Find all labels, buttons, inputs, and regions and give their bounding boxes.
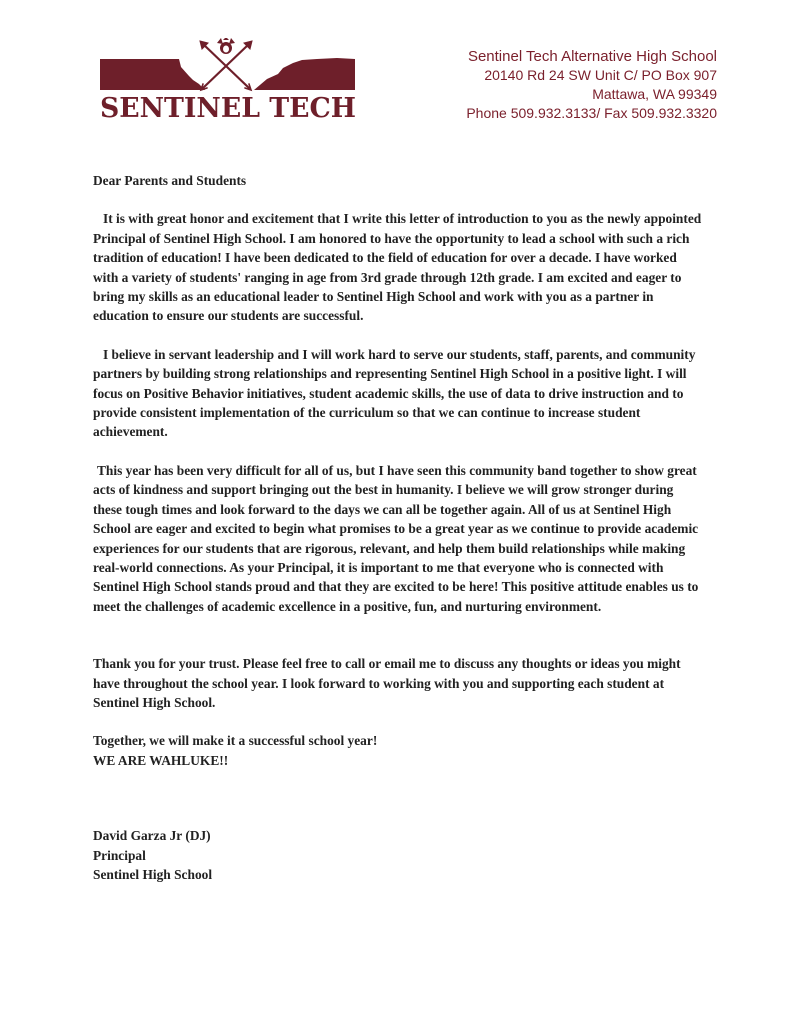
school-contact-block [466,47,717,123]
letter-paragraph-3: This year has been very difficult for all of us, but I have seen this community band together to show great acts of kindness and support bringing out the best in humanity. I believe we will grow stronger during these tough times and look forward to the days we can all be together again. All of us at Sentinel High School are eager and excited to begin what promises to be a great year as we continue to provide academic experiences for our students that are rigorous, relevant, and help them build relationships while making real-world connections. As your Principal, it is important to me that everyone who is connected with Sentinel High School stands proud and that they are excited to be here! This positive attitude enables us to meet the challenges of academic excellence in a positive, fun, and nurturing environment. [93,462,699,614]
letter-paragraph-4: Thank you for your trust. Please feel free to call or email me to discuss any thoughts or ideas you might have throughout the school year. I look forward to working with you and supporting each student at Sentinel High School. [93,656,681,710]
phone-fax: Phone 509.932.3133/ Fax 509.932.3320 [466,105,717,121]
school-logo [97,38,359,122]
letter-paragraph-1: It is with great honor and excitement that I write this letter of introduction to you as the newly appointed Principal of Sentinel High School. I am honored to have the opportunity to lead a school with such a rich tradition of education! I have been dedicated to the field of education for over a decade. I have worked with a variety of students' ranging in age from 3rd grade through 12th grade. I am excited and eager to bring my skills as an educational leader to Sentinel High School and work with you as a partner in education to ensure our students are successful. [93,211,702,324]
sentinel-tech-logo-graphic [97,38,359,122]
signature-title: Principal [93,847,146,863]
letter-paragraph-2: I believe in servant leadership and I will work hard to serve our students, staff, parents, and community partners by building strong relationships and representing Sentinel High School in a positive light. I will focus on Positive Behavior initiatives, student academic skills, the use of data to drive instruction and to provide consistent implementation of the curriculum so that we can continue to increase student achievement. [93,346,696,440]
address-line-1: 20140 Rd 24 SW Unit C/ PO Box 907 [484,67,717,83]
letter-body [93,171,705,884]
logo-wordmark: SENTINEL TECH [100,93,356,122]
letter-salutation: Dear Parents and Students [93,173,247,188]
closing-line-2: WE ARE WAHLUKE!! [93,752,229,768]
closing-line-1: Together, we will make it a successful school year! [93,733,378,749]
address-line-2: Mattawa, WA 99349 [592,86,717,102]
signature-school: Sentinel High School [93,866,213,882]
school-name: Sentinel Tech Alternative High School [467,48,717,65]
signature-name: David Garza Jr (DJ) [93,828,211,844]
